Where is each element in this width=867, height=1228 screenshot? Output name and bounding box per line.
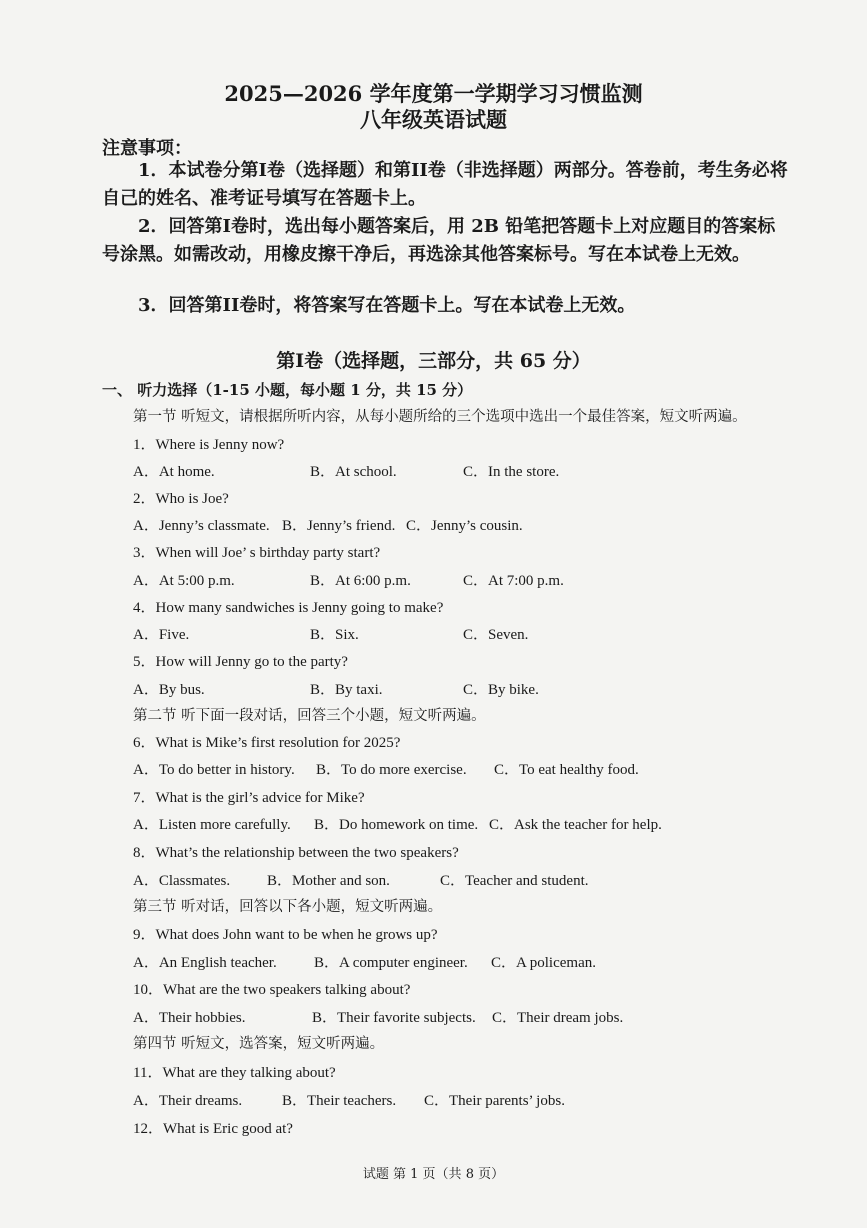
option-c: C．Teacher and student. [440, 873, 589, 889]
question: 11．What are they talking about? [133, 1065, 336, 1081]
question: 10．What are the two speakers talking about? [133, 982, 411, 998]
option-b: B．Do homework on time. [314, 817, 479, 833]
option-c: C．Seven. [463, 627, 529, 643]
question: 6．What is Mike’s first resolution for 2025? [133, 735, 401, 751]
option-b: B．To do more exercise. [316, 762, 467, 778]
option-c: C．Their parents’ jobs. [424, 1093, 565, 1109]
option-a: A．Their dreams. [133, 1093, 243, 1109]
note-item: 2．回答第I卷时，选出每小题答案后，用 2B 铅笔把答题卡上对应题目的答案标号涂黑。如需改动，用橡皮擦干净后，再选涂其他答案标号。写在本试卷上无效。 [102, 216, 776, 265]
option-c: C．At 7:00 p.m. [463, 573, 564, 589]
note-item: 3．回答第II卷时，将答案写在答题卡上。写在本试卷上无效。 [138, 295, 636, 316]
page-footer: 试题 第 1 页（共 8 页） [362, 1167, 505, 1182]
option-c: C．By bike. [463, 682, 539, 698]
option-a: A．To do better in history. [133, 762, 295, 778]
option-b: B．Their favorite subjects. [312, 1010, 476, 1026]
option-c: C．A policeman. [491, 955, 596, 971]
question: 1．Where is Jenny now? [133, 437, 285, 453]
question: 3．When will Joe’ s birthday party start? [133, 545, 381, 561]
question: 12．What is Eric good at? [133, 1121, 293, 1137]
option-b: B．Their teachers. [282, 1093, 397, 1109]
option-a: A．Listen more carefully. [133, 817, 291, 833]
option-a: A．Their hobbies. [133, 1010, 246, 1026]
note-item: 1．本试卷分第I卷（选择题）和第II卷（非选择题）两部分。答卷前，考生务必将自己的姓名、准考证号填写在答题卡上。 [102, 160, 788, 209]
option-c: C．In the store. [463, 464, 560, 480]
option-b: B．By taxi. [310, 682, 383, 698]
question: 7．What is the girl’s advice for Mike? [133, 790, 365, 806]
option-b: B．Mother and son. [267, 873, 390, 889]
option-a: A．An English teacher. [133, 955, 277, 971]
subsection-1: 第一节 听短文，请根据所听内容，从每小题所给的三个选项中选出一个最佳答案，短文听两遍。 [133, 409, 747, 425]
section-heading: 一、 听力选择（1-15 小题，每小题 1 分，共 15 分） [102, 381, 473, 399]
option-b: B．At school. [310, 464, 397, 480]
option-a: A．Five. [133, 627, 190, 643]
question: 8．What’s the relationship between the two speakers? [133, 845, 459, 861]
option-b: B．A computer engineer. [314, 955, 468, 971]
subsection-2: 第二节 听下面一段对话，回答三个小题，短文听两遍。 [133, 708, 486, 724]
exam-title: 2025—2026 学年度第一学期学习习惯监测 [224, 81, 643, 106]
subsection-3: 第三节 听对话，回答以下各小题，短文听两遍。 [133, 899, 443, 915]
option-a: A．By bus. [133, 682, 205, 698]
question: 9．What does John want to be when he grows up? [133, 927, 438, 943]
option-c: C．Jenny’s cousin. [406, 518, 523, 534]
option-a: A．At 5:00 p.m. [133, 573, 235, 589]
question: 4．How many sandwiches is Jenny going to make? [133, 600, 444, 616]
option-b: B．At 6:00 p.m. [310, 573, 411, 589]
option-c: C．Ask the teacher for help. [489, 817, 662, 833]
part1-title: 第I卷（选择题，三部分，共 65 分） [276, 350, 591, 372]
subsection-4: 第四节 听短文，选答案，短文听两遍。 [133, 1036, 385, 1052]
option-a: A．Jenny’s classmate. [133, 518, 270, 534]
option-a: A．At home. [133, 464, 215, 480]
exam-subtitle: 八年级英语试题 [360, 107, 507, 132]
option-b: B．Jenny’s friend. [282, 518, 396, 534]
question: 2．Who is Joe? [133, 491, 229, 507]
option-c: C．To eat healthy food. [494, 762, 639, 778]
option-c: C．Their dream jobs. [492, 1010, 624, 1026]
option-a: A．Classmates. [133, 873, 231, 889]
option-b: B．Six. [310, 627, 359, 643]
notes-heading: 注意事项： [102, 138, 192, 159]
question: 5．How will Jenny go to the party? [133, 654, 348, 670]
